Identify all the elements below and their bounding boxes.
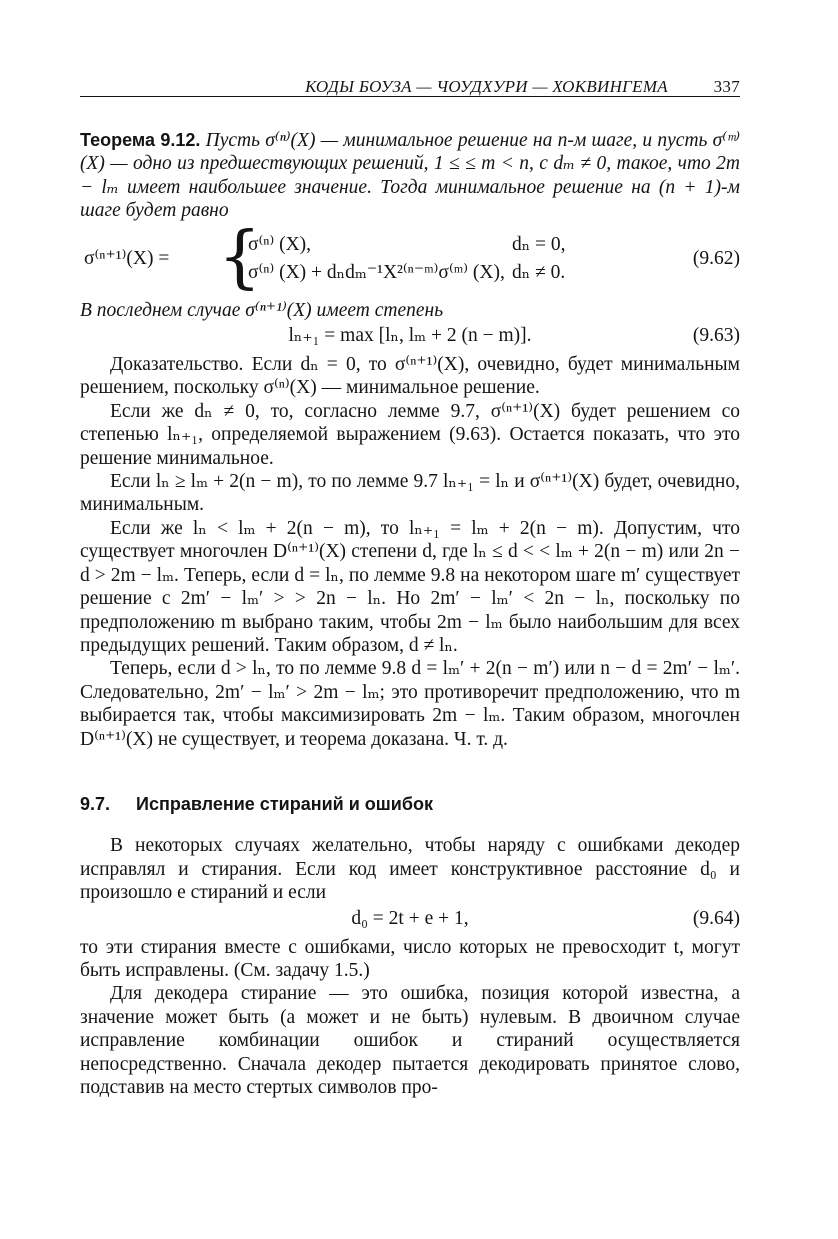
eq-962-cond1: dₙ = 0, (512, 233, 566, 255)
eq-963-formula: lₙ₊₁ = max [lₙ, lₘ + 2 (n − m)]. (288, 325, 532, 347)
theorem-statement: Пусть σ⁽ⁿ⁾(X) — минимальное решение на n-м шаге, и пусть σ⁽ᵐ⁾(X) — одно из предшествующих решений, 1 ≤ ≤ m < n, с dₘ ≠ 0, такое, что 2m − lₘ имеет наибольшее значение. Тогда минимальное решение на (n + 1)-м шаге будет равно (80, 130, 740, 222)
running-header (80, 72, 740, 97)
section-number: 9.7. (80, 793, 111, 814)
proof-paragraph-1: Доказательство. Если dₙ = 0, то σ⁽ⁿ⁺¹⁾(X), очевидно, будет минимальным решением, поскольку σ⁽ⁿ⁾(X) — минимальное решение. (80, 354, 740, 399)
eq-962-number: (9.62) (692, 247, 740, 269)
theorem-paragraph (80, 129, 740, 223)
eq-962-brace: { (218, 217, 262, 297)
section-paragraph-1: В некоторых случаях желательно, чтобы наряду с ошибками декодер исправлял и стирания. Если код имеет конструктивное расстояние d₀ и произошло e стираний и если (80, 835, 740, 904)
section-title: Исправление стираний и ошибок (136, 793, 433, 814)
proof-paragraph-2: Если же dₙ ≠ 0, то, согласно лемме 9.7, σ⁽ⁿ⁺¹⁾(X) будет решением со степенью lₙ₊₁, определяемой выражением (9.63). Остается показать, что это решение минимальное. (80, 400, 740, 469)
section-paragraph-3: Для декодера стирание — это ошибка, позиция которой известна, а значение может быть (а может и не быть) нулевым. В двоичном случае исправление комбинации ошибок и стираний осуществляется непосредственно. Сначала декодер пытается декодировать принятое слово, подставив на место стертых символов про- (80, 983, 740, 1098)
proof-paragraph-4: Если же lₙ < lₘ + 2(n − m), то lₙ₊₁ = lₘ + 2(n − m). Допустим, что существует многочлен D⁽ⁿ⁺¹⁾(X) степени d, где lₙ ≤ d < < lₘ + 2(n − m) или 2n − d > 2m − lₘ. Теперь, если d = lₙ, по лемме 9.8 на некотором шаге m′ существует решение с 2m′ − lₘ′ > > 2n − lₙ. Но 2m′ − lₘ′ < 2n − lₙ, поскольку по предположению m выбрано таким, чтобы 2m − lₘ было наибольшим для всех предыдущих решений. Таким образом, d ≠ lₙ. (80, 517, 740, 656)
equation-9-64 (80, 907, 740, 934)
eq-963-number: (9.63) (692, 325, 740, 347)
book-page (80, 72, 740, 1099)
section-paragraph-2: то эти стирания вместе с ошибками, число которых не превосходит t, могут быть исправлены. (См. задачу 1.5.) (80, 936, 740, 981)
after-theorem-text: В последнем случае σ⁽ⁿ⁺¹⁾(X) имеет степень (80, 299, 444, 321)
section-heading (80, 793, 740, 816)
eq-962-cond2: dₙ ≠ 0. (512, 261, 566, 283)
equation-9-62 (80, 217, 740, 297)
running-title: КОДЫ БОУЗА — ЧОУДХУРИ — ХОКВИНГЕМА (305, 77, 668, 96)
eq-962-case2: σ⁽ⁿ⁾ (X) + dₙdₘ⁻¹X²⁽ⁿ⁻ᵐ⁾σ⁽ᵐ⁾ (X), (248, 261, 505, 283)
equation-9-63 (80, 324, 740, 351)
proof-paragraph-3: Если lₙ ≥ lₘ + 2(n − m), то по лемме 9.7 lₙ₊₁ = lₙ и σ⁽ⁿ⁺¹⁾(X) будет, очевидно, минимальным. (80, 471, 740, 516)
page-number: 337 (713, 77, 740, 96)
eq-964-formula: d₀ = 2t + e + 1, (351, 907, 469, 929)
theorem-label: Теорема 9.12. (80, 130, 201, 150)
eq-962-lhs: σ⁽ⁿ⁺¹⁾(X) = (84, 247, 170, 269)
proof-paragraph-5: Теперь, если d > lₙ, то по лемме 9.8 d = lₘ′ + 2(n − m′) или n − d = 2m′ − lₘ′. Следовательно, 2m′ − lₘ′ > 2m − lₘ; это противоречит предположению, что m выбирается так, чтобы максимизировать 2m − lₘ. Таким образом, многочлен D⁽ⁿ⁺¹⁾(X) не существует, и теорема доказана. Ч. т. д. (80, 658, 740, 750)
eq-964-number: (9.64) (692, 907, 740, 929)
eq-962-case1: σ⁽ⁿ⁾ (X), (248, 233, 312, 255)
